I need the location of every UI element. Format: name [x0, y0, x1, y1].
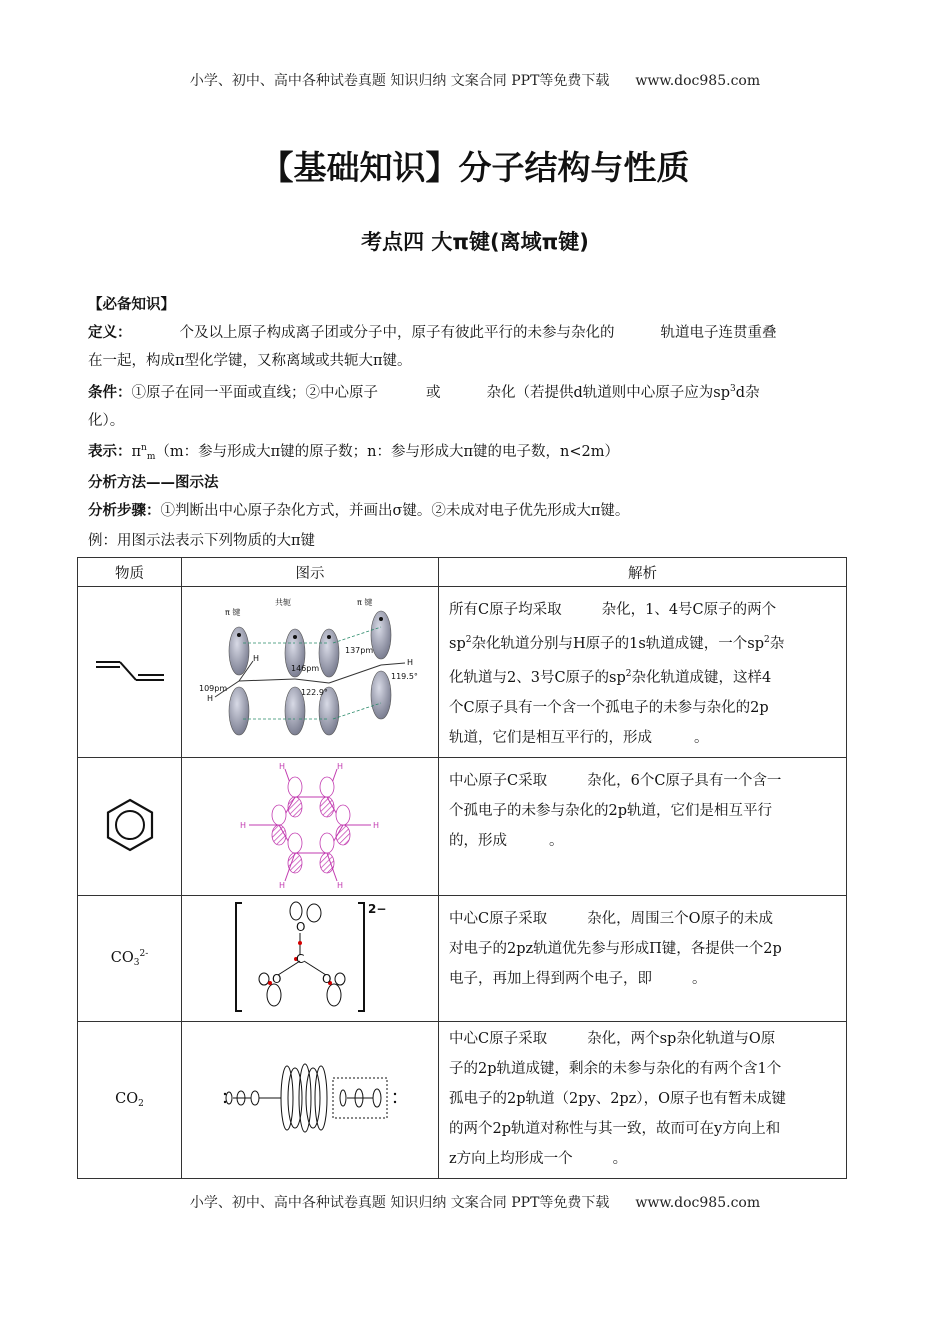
r4-text: 杂化，两个sp杂化轨道与O原: [587, 1031, 776, 1047]
r3-text: 对电子的2pz轨道优先参与形成Π键，各提供一个2p: [449, 941, 782, 957]
butadiene-analysis: [439, 587, 847, 758]
page-footer: [0, 1192, 950, 1212]
table-row: [78, 1022, 847, 1179]
condition-sup: 3: [730, 384, 736, 394]
benzene-analysis: [439, 758, 847, 896]
condition-text-1: ①原子在同一平面或直线；②中心原子: [131, 385, 378, 401]
angle-1195: 119.5°: [391, 672, 418, 681]
r4-text: 。: [612, 1151, 628, 1167]
condition-line-1: [88, 381, 863, 402]
benzene-orbital-diagram: [235, 761, 385, 889]
page-header: [0, 70, 950, 90]
r4-text: 子的2p轨道成键，剩余的未参与杂化的有两个含1个: [449, 1061, 782, 1077]
r2-text: 的，形成: [449, 833, 507, 849]
r2-text: 中心原子C采取: [449, 773, 548, 789]
butadiene-diagram: [182, 587, 439, 758]
header-url[interactable]: www.doc985.com: [635, 73, 761, 89]
representation-text: （m：参与形成大π键的原子数；n：参与形成大π键的电子数，n<2m）: [155, 444, 619, 460]
pi-symbol: π: [131, 444, 142, 460]
steps-text: ①判断出中心原子杂化方式，并画出σ键。②未成对电子优先形成大π键。: [160, 503, 630, 519]
steps-label: 分析步骤：: [88, 503, 161, 519]
butadiene-skeletal-icon: [90, 650, 170, 690]
representation-line: [88, 440, 863, 462]
r1-text: 。: [694, 730, 709, 746]
carbonate-diagram: [182, 896, 439, 1022]
header-slogan: 小学、初中、高中各种试卷真题 知识归纳 文案合同 PPT等免费下载: [189, 73, 610, 89]
definition-line-1: [88, 321, 863, 342]
condition-text-2: 杂化（若提供d轨道则中心原子应为sp: [486, 385, 731, 401]
r3-text: 电子，再加上得到两个电子，即: [449, 971, 652, 987]
r1-text: 化轨道与2、3号C原子的sp: [449, 670, 626, 686]
benzene-h: H: [279, 880, 286, 889]
method-label: 分析方法——图示法: [88, 475, 219, 491]
r3-text: 。: [692, 971, 707, 987]
table-header-row: [78, 558, 847, 587]
carbonate-sup: 2-: [139, 949, 149, 959]
section-label: 【必备知识】: [88, 297, 175, 313]
conj-label: 共轭: [275, 598, 291, 607]
carbonate-sub: 3: [133, 958, 140, 968]
carbonate-analysis: [439, 896, 847, 1022]
r1-text: 杂: [769, 636, 785, 652]
page-title: 【基础知识】分子结构与性质: [260, 148, 690, 187]
condition-label: 条件：: [88, 385, 132, 401]
definition-label: 定义：: [88, 325, 132, 341]
co2-orbital-diagram: [215, 1058, 405, 1138]
table-row: [78, 896, 847, 1022]
benzene-ring-icon: [100, 795, 160, 855]
definition-text-2: 轨道电子连贯重叠: [660, 325, 777, 341]
benzene-h: H: [337, 761, 344, 771]
r4-text: 中心C原子采取: [449, 1031, 548, 1047]
bond-109: 109pm: [199, 684, 228, 693]
example-line: 例：用图示法表示下列物质的大π键: [88, 533, 316, 549]
r4-text: 孤电子的2p轨道（2py、2pz），O原子也有暂未成键: [449, 1091, 786, 1107]
representation-label: 表示：: [88, 444, 132, 460]
condition-text-3: d杂: [735, 385, 760, 401]
r2-text: 杂化，6个C原子具有一个含一: [587, 773, 782, 789]
r3-text: 杂化，周围三个O原子的未成: [587, 911, 773, 927]
co2-diagram: [182, 1022, 439, 1179]
r1-text: 所有C原子均采取: [449, 602, 562, 618]
h-label-3: H: [407, 658, 414, 667]
definition-line-2: 在一起，构成π型化学键，又称离域或共轭大π键。: [88, 353, 412, 369]
footer-url[interactable]: www.doc985.com: [635, 1195, 761, 1211]
benzene-h: H: [373, 820, 380, 830]
r1-text: 杂化轨道成键，这样4: [631, 670, 772, 686]
header-diagram: 图示: [182, 558, 439, 587]
carbonate-o: O: [272, 971, 282, 986]
co2-formula: [78, 1022, 182, 1179]
benzene-structure: [78, 758, 182, 896]
r1-text: 杂化，1、4号C原子的两个: [601, 602, 777, 618]
r1-sup: 2: [625, 669, 632, 679]
table-row: [78, 758, 847, 896]
h-label-1: H: [253, 654, 260, 663]
co2-formula-text: CO: [115, 1091, 139, 1107]
r1-sup: 2: [764, 635, 770, 645]
steps-line: [88, 499, 863, 520]
carbonate-formula: [78, 896, 182, 1022]
pi-sup: n: [141, 443, 147, 453]
pi-sub: m: [146, 452, 156, 462]
co2-analysis: [439, 1022, 847, 1179]
benzene-h: H: [240, 820, 247, 830]
r1-text: 轨道，它们是相互平行的，形成: [449, 730, 652, 746]
carbonate-o: O: [322, 971, 332, 986]
butadiene-orbital-diagram: [195, 595, 425, 745]
angle-1229: 122.9°: [301, 688, 328, 697]
r1-sup: 2: [465, 635, 472, 645]
example-table: [77, 557, 847, 1179]
table-row: [78, 587, 847, 758]
r1-text: 杂化轨道分别与H原子的1s轨道成键，一个sp: [471, 636, 765, 652]
carbonate-formula-text: CO: [110, 950, 134, 966]
definition-text-1: 个及以上原子构成离子团或分子中，原子有彼此平行的未参与杂化的: [179, 325, 615, 341]
footer-slogan: 小学、初中、高中各种试卷真题 知识归纳 文案合同 PPT等免费下载: [189, 1195, 610, 1211]
r4-text: z方向上均形成一个: [449, 1151, 573, 1167]
carbonate-orbital-diagram: [230, 899, 390, 1015]
carbonate-charge: 2−: [368, 901, 387, 916]
r3-text: 中心C原子采取: [449, 911, 548, 927]
carbonate-c: C: [296, 951, 305, 966]
butadiene-structure: [78, 587, 182, 758]
benzene-h: H: [337, 880, 344, 889]
r4-text: 的两个2p轨道对称性与其一致，故而可在y方向上和: [449, 1121, 781, 1137]
header-analysis: 解析: [439, 558, 847, 587]
pi-label-right: π 键: [357, 598, 373, 607]
pi-label-left: π 键: [225, 608, 241, 617]
benzene-h: H: [279, 761, 286, 771]
r1-text: sp: [449, 636, 466, 652]
bond-146: 146pm: [291, 664, 320, 673]
r2-text: 个孤电子的未参与杂化的2p轨道，它们是相互平行: [449, 803, 773, 819]
co2-sub: 2: [138, 1099, 144, 1109]
h-label-2: H: [207, 694, 214, 703]
r2-text: 。: [549, 833, 564, 849]
r1-text: 个C原子具有一个含一个孤电子的未参与杂化的2p: [449, 700, 769, 716]
bond-137: 137pm: [345, 646, 374, 655]
benzene-diagram: [182, 758, 439, 896]
page-subtitle: 考点四 大π键(离域π键): [361, 230, 589, 254]
condition-or: 或: [426, 385, 441, 401]
carbonate-o: O: [296, 919, 306, 934]
header-substance: 物质: [78, 558, 182, 587]
condition-line-2: 化）。: [88, 413, 125, 429]
